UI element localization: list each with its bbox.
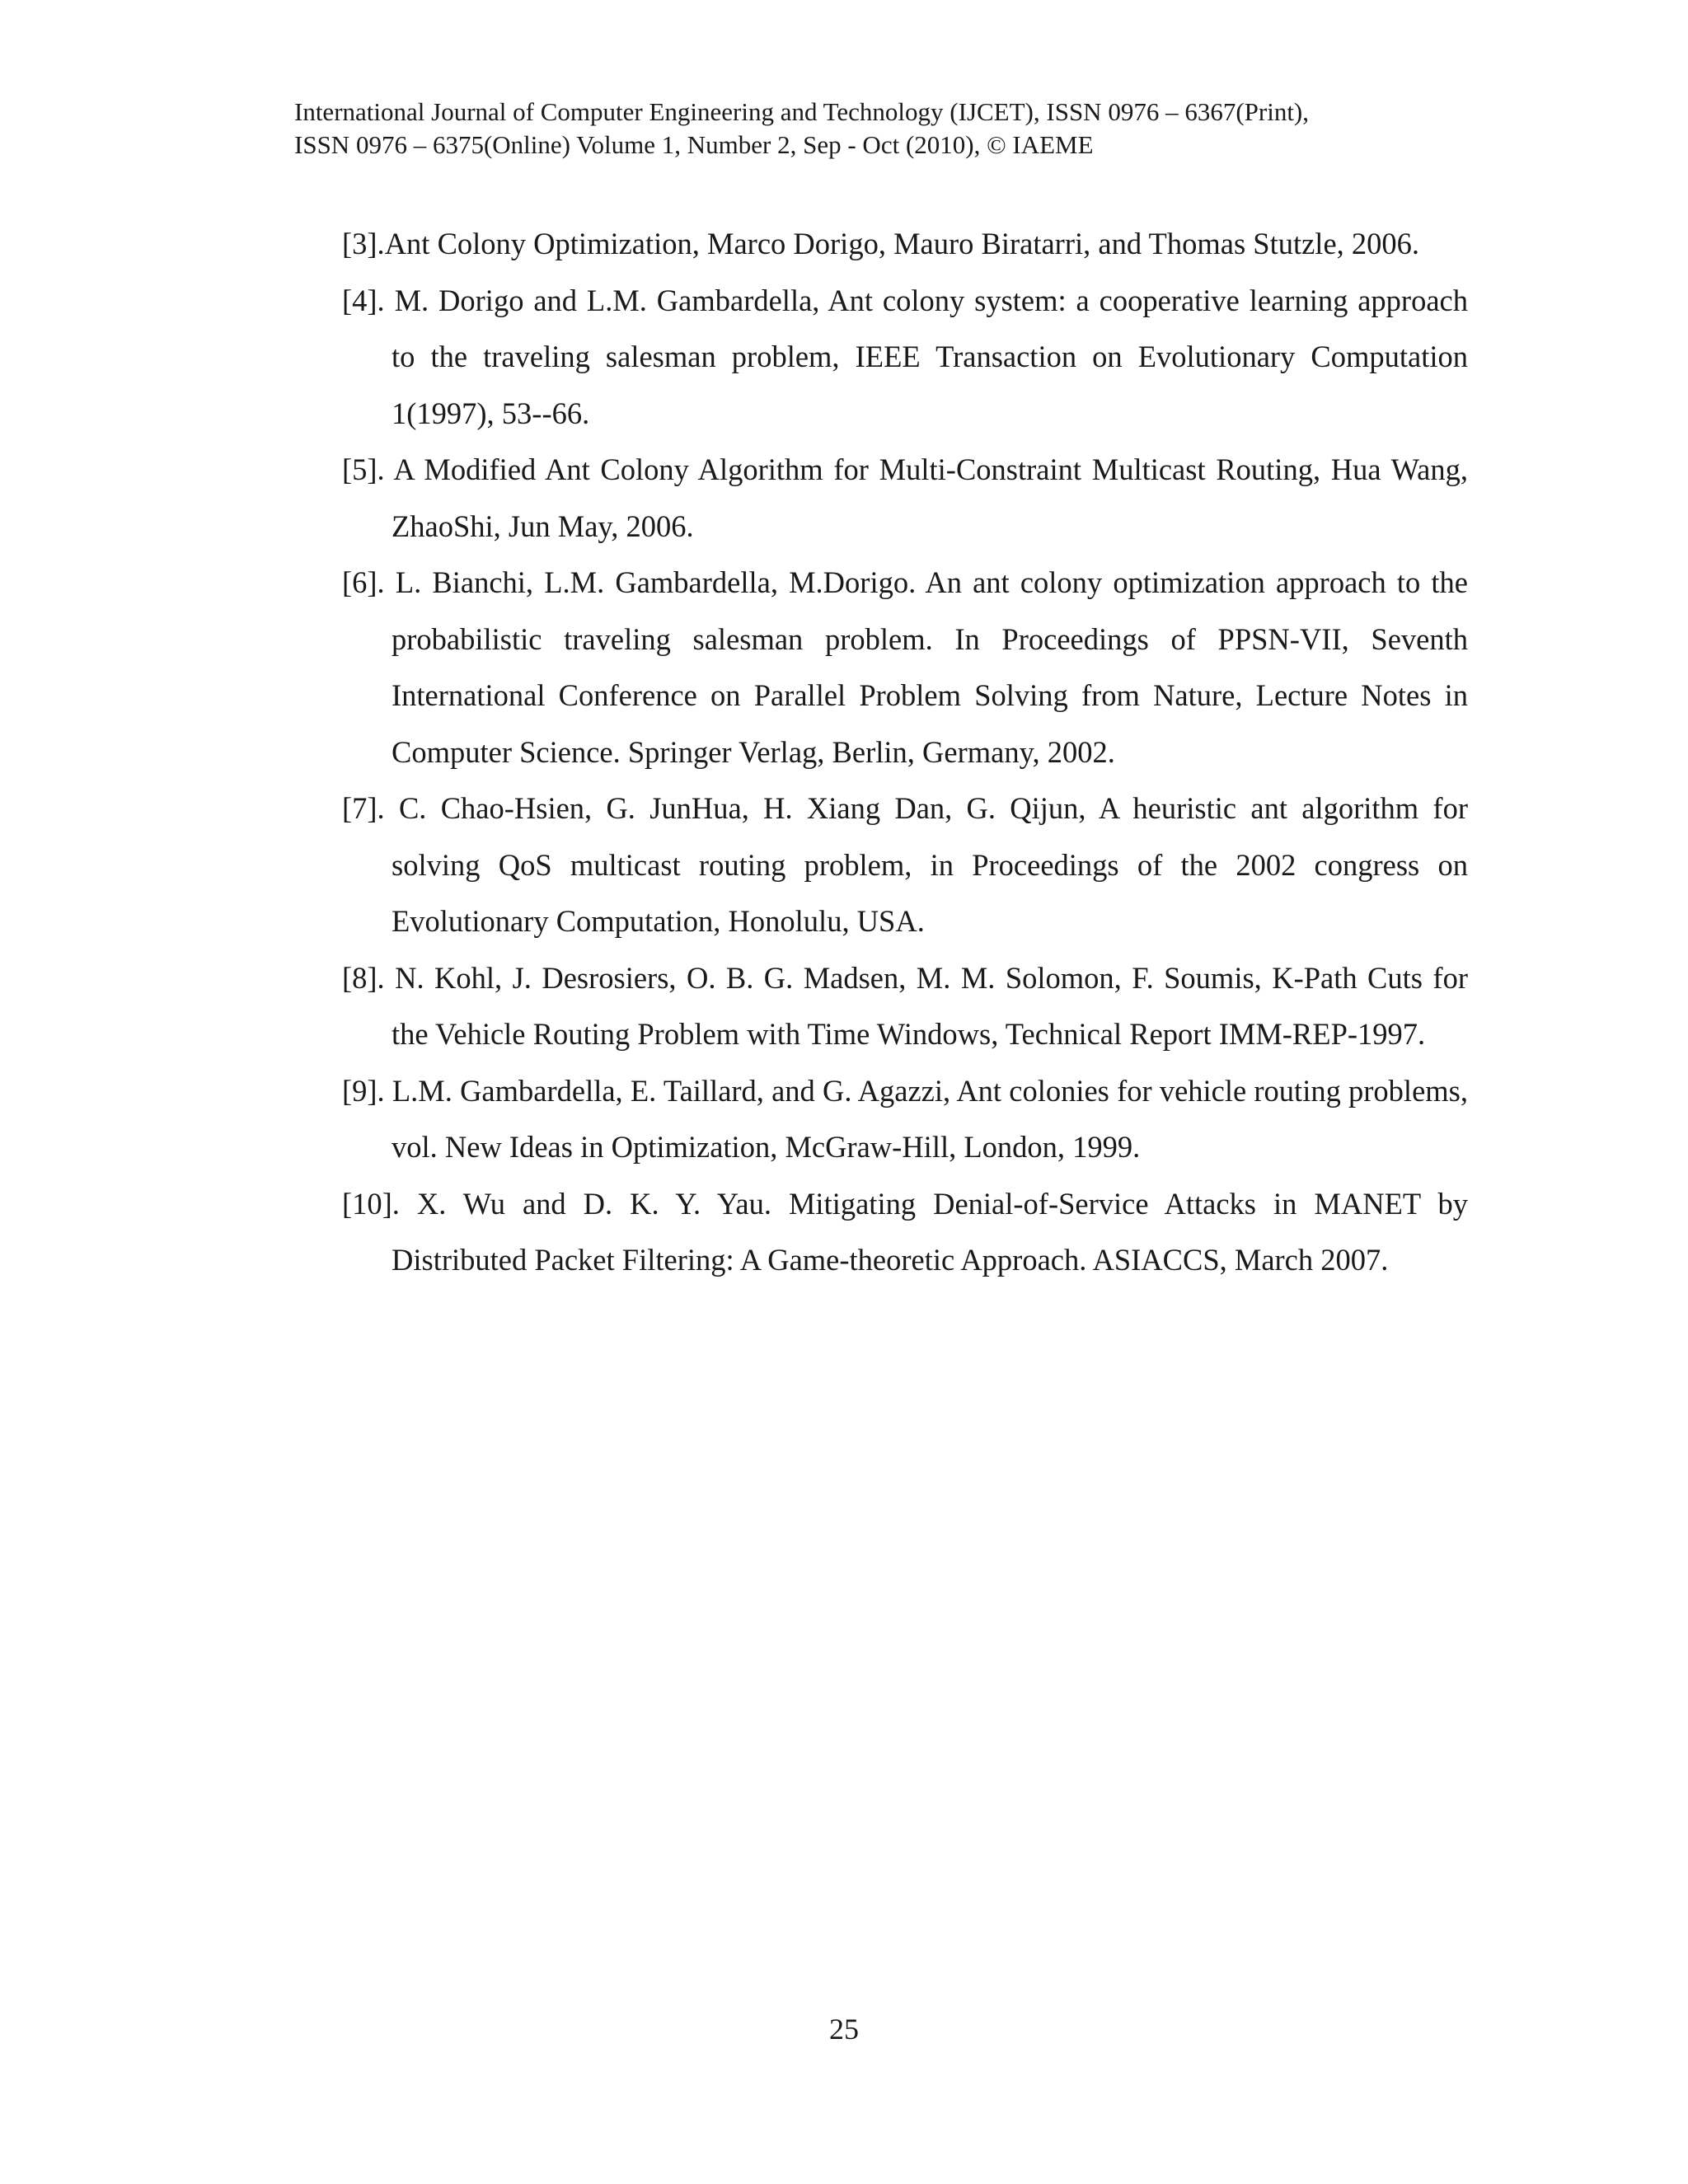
reference-text: X. Wu and D. K. Y. Yau. Mitigating Denial-of-Service Attacks in MANET by Distributed Packet Filtering: A Game-theoretic Approach. ASIACCS, March 2007.	[392, 1186, 1468, 1277]
reference-number: [7].	[342, 791, 385, 825]
reference-item	[342, 216, 1468, 273]
page-number: 25	[829, 2013, 859, 2046]
reference-text: L.M. Gambardella, E. Taillard, and G. Agazzi, Ant colonies for vehicle routing problems, vol. New Ideas in Optimization, McGraw-Hill, London, 1999.	[384, 1073, 1468, 1164]
reference-list	[342, 216, 1468, 1289]
running-header	[294, 96, 1531, 162]
reference-item	[342, 555, 1468, 780]
reference-text: Ant Colony Optimization, Marco Dorigo, Mauro Biratarri, and Thomas Stutzle, 2006.	[384, 227, 1420, 260]
reference-text: L. Bianchi, L.M. Gambardella, M.Dorigo. An ant colony optimization approach to the probabilistic traveling salesman problem. In Proceedings of PPSN-VII, Seventh International Conference on Parallel Problem Solving from Nature, Lecture Notes in Computer Science. Springer Verlag, Berlin, Germany, 2002.	[384, 565, 1468, 769]
reference-item	[342, 1063, 1468, 1176]
header-line-1: International Journal of Computer Engineering and Technology (IJCET), ISSN 0976 – 6367(Print),	[294, 97, 1310, 126]
reference-item	[342, 780, 1468, 950]
reference-item	[342, 950, 1468, 1063]
reference-number: [4].	[342, 283, 385, 317]
reference-item	[342, 1176, 1468, 1289]
reference-number: [10].	[342, 1186, 400, 1221]
reference-item	[342, 442, 1468, 555]
reference-number: [3].	[342, 227, 385, 260]
reference-number: [5].	[342, 452, 385, 486]
header-line-2: ISSN 0976 – 6375(Online) Volume 1, Number 2, Sep - Oct (2010), © IAEME	[294, 130, 1094, 159]
reference-text: N. Kohl, J. Desrosiers, O. B. G. Madsen, M. M. Solomon, F. Soumis, K-Path Cuts for the Vehicle Routing Problem with Time Windows, Technical Report IMM-REP-1997.	[384, 960, 1468, 1051]
reference-item	[342, 273, 1468, 443]
reference-text: M. Dorigo and L.M. Gambardella, Ant colony system: a cooperative learning approach to the traveling salesman problem, IEEE Transaction on Evolutionary Computation 1(1997), 53--66.	[384, 283, 1468, 430]
reference-number: [9].	[342, 1073, 385, 1108]
reference-number: [8].	[342, 960, 385, 995]
reference-text: C. Chao-Hsien, G. JunHua, H. Xiang Dan, G. Qijun, A heuristic ant algorithm for solving QoS multicast routing problem, in Proceedings of the 2002 congress on Evolutionary Computation, Honolulu, USA.	[384, 791, 1468, 938]
reference-number: [6].	[342, 565, 385, 599]
reference-text: A Modified Ant Colony Algorithm for Multi-Constraint Multicast Routing, Hua Wang, ZhaoShi, Jun May, 2006.	[384, 452, 1468, 543]
